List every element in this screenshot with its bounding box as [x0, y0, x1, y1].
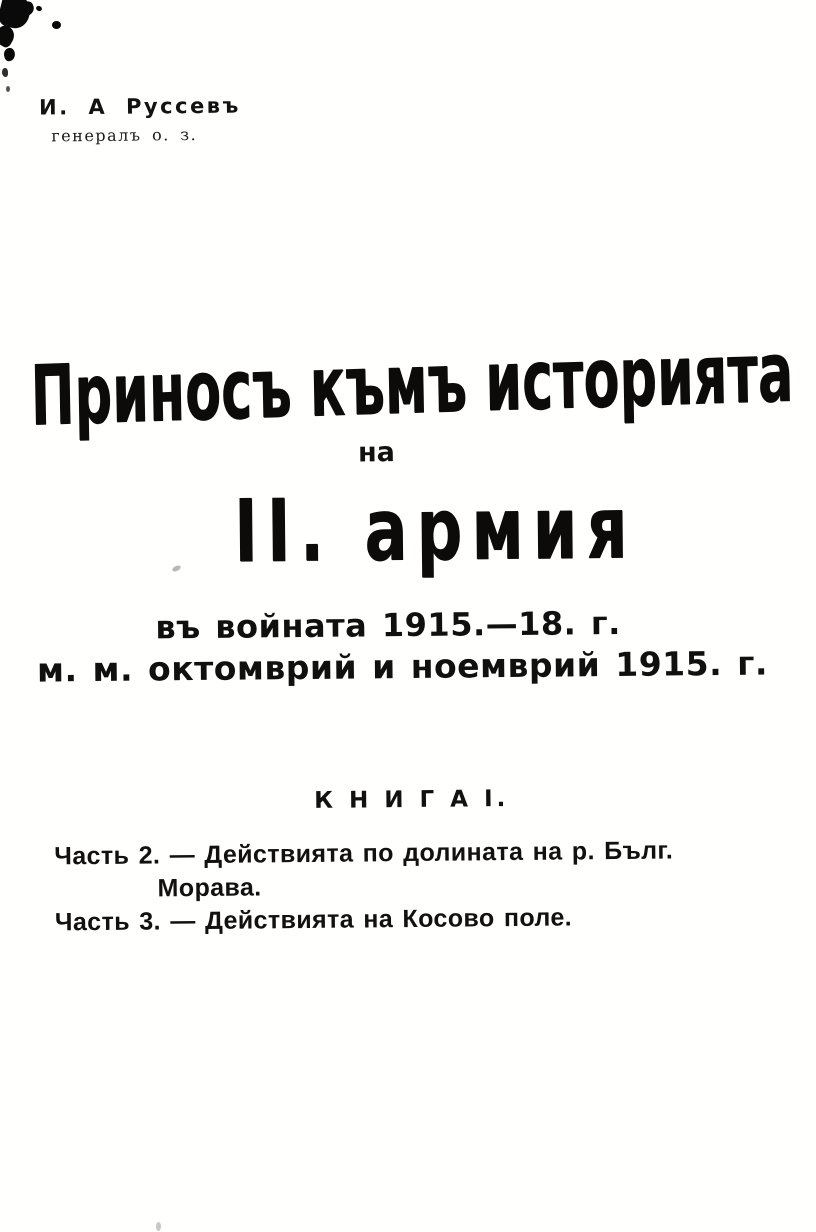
part-2-continuation: Морава. [157, 873, 262, 903]
part-2-line: Часть 2. — Действията по долината на р. Бълг. [54, 836, 674, 871]
author-name: И. А Руссевъ [38, 93, 241, 120]
part-3-line: Часть 3. — Действията на Косово поле. [54, 903, 573, 937]
book-title-main: Приносъ къмъ историята [29, 324, 794, 445]
author-block [39, 94, 241, 146]
parts-list [54, 834, 775, 938]
subtitle-months: м. м. октомврий и ноемврий 1915. г. [36, 643, 769, 690]
author-rank: генералъ о. з. [51, 125, 198, 146]
book-number-heading: К Н И Г А I. [314, 786, 510, 814]
title-connector: на [357, 437, 396, 469]
book-title-army: II. армия [233, 478, 637, 583]
subtitle-war-years: въ войната 1915.—18. г. [155, 603, 622, 647]
